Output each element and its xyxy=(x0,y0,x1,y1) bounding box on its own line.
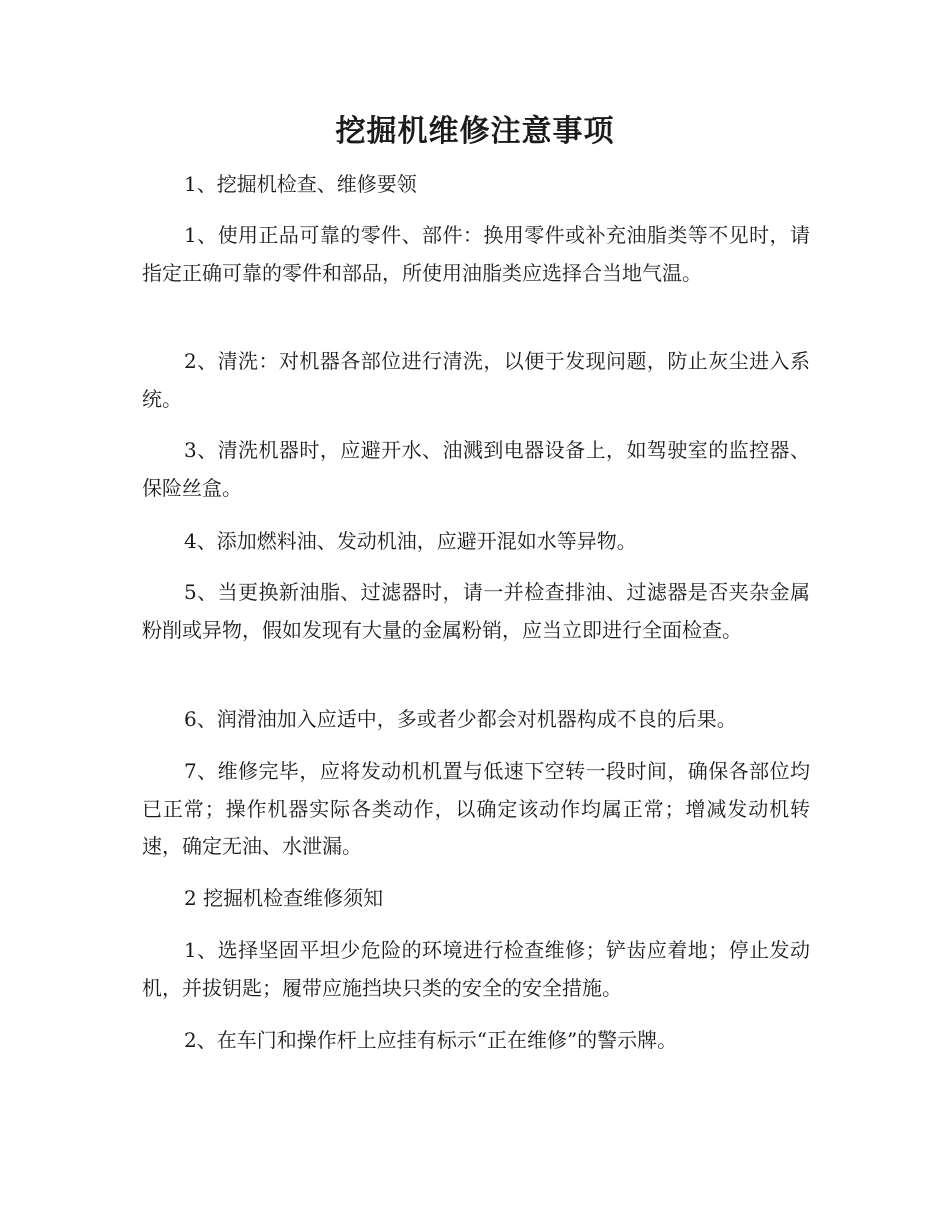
paragraph-item-9: 2、在车门和操作杆上应挂有标示“正在维修”的警示牌。 xyxy=(184,1028,678,1052)
paragraph-item-1: 1、使用正品可靠的零件、部件：换用零件或补充油脂类等不见时，请指定正确可靠的零件和部品，所使用油脂类应选择合当地气温。 xyxy=(142,223,810,285)
paragraph-item-3: 3、清洗机器时，应避开水、油溅到电器设备上，如驾驶室的监控器、保险丝盒。 xyxy=(142,438,810,500)
paragraph-item-4: 4、添加燃料油、发动机油，应避开混如水等异物。 xyxy=(184,529,637,553)
paragraph-item-2: 2、清洗：对机器各部位进行清洗，以便于发现问题，防止灰尘进入系统。 xyxy=(142,349,810,411)
paragraph-item-5: 5、当更换新油脂、过滤器时，请一并检查排油、过滤器是否夹杂金属粉削或异物，假如发现有大量的金属粉销，应当立即进行全面检查。 xyxy=(142,580,810,642)
section-heading-2: 2 挖掘机检查维修须知 xyxy=(184,886,384,910)
document-title: 挖掘机维修注意事项 xyxy=(335,114,615,149)
paragraph-item-7: 7、维修完毕，应将发动机机置与低速下空转一段时间，确保各部位均已正常；操作机器实际各类动作，以确定该动作均属正常；增减发动机转速，确定无油、水泄漏。 xyxy=(142,759,810,858)
paragraph-item-6: 6、润滑油加入应适中，多或者少都会对机器构成不良的后果。 xyxy=(184,707,737,731)
section-heading-1: 1、挖掘机检查、维修要领 xyxy=(184,172,417,196)
paragraph-item-8: 1、选择坚固平坦少危险的环境进行检查维修；铲齿应着地；停止发动机，并拔钥匙；履带应施挡块只类的安全的安全措施。 xyxy=(142,938,810,1000)
